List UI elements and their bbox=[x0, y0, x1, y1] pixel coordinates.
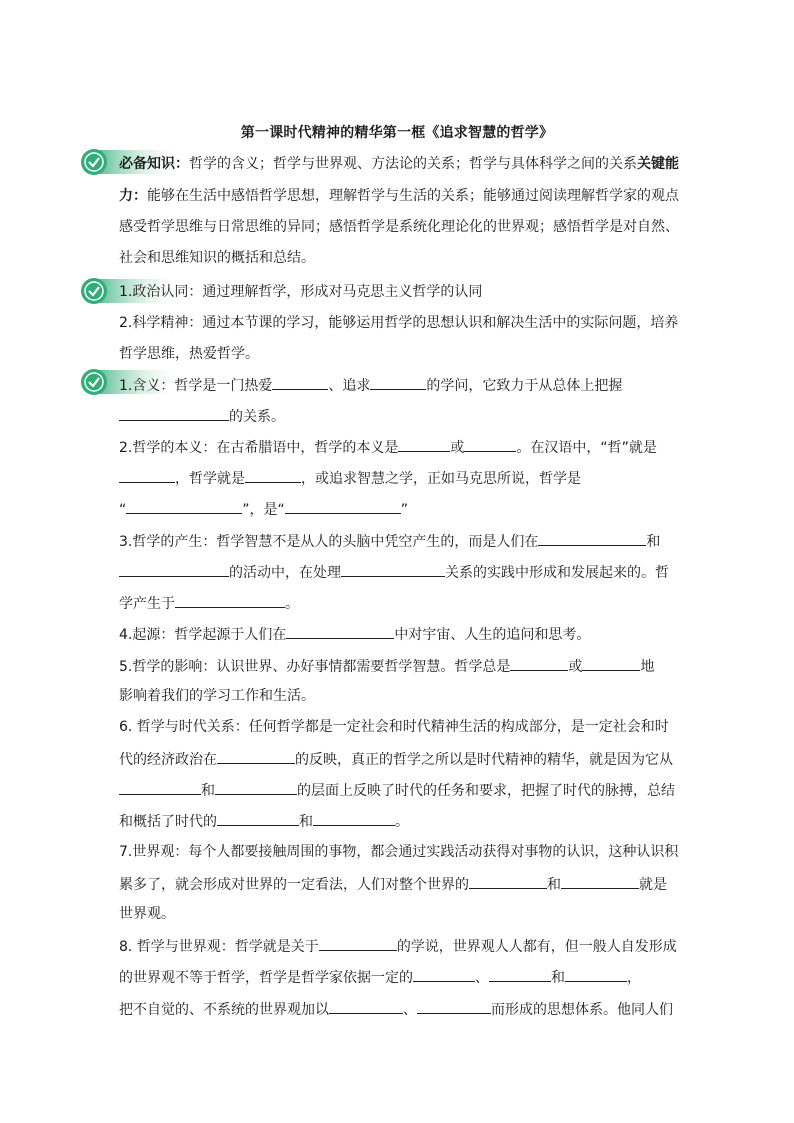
item-original-meaning-cont: ，哲学就是 ，或追求智慧之学，正如马克思所说，哲学是 bbox=[119, 468, 679, 488]
blank-field[interactable] bbox=[126, 499, 242, 514]
blank-field[interactable] bbox=[119, 562, 229, 577]
item-influence-cont: 影响着我们的学习工作和生活。 bbox=[119, 688, 315, 704]
blank-field[interactable] bbox=[489, 967, 551, 982]
blank-field[interactable] bbox=[217, 749, 295, 764]
blank-field[interactable] bbox=[565, 967, 627, 982]
item-meaning: 1.含义：哲学是一门热爱 、追求 的学问，它致力于从总体上把握 bbox=[119, 375, 679, 395]
item-meaning-cont: 的关系。 bbox=[119, 406, 679, 426]
knowledge-line-2: 力：能够在生活中感悟哲学思想，理解哲学与生活的关系；能够通过阅读理解哲学家的观点 bbox=[119, 188, 679, 204]
item-origin-production-cont: 的活动中，在处理 关系的实践中形成和发展起来的。哲 bbox=[119, 562, 679, 582]
literacy-line-1: 1.政治认同：通过理解哲学，形成对马克思主义哲学的认同 bbox=[119, 284, 483, 300]
blank-field[interactable] bbox=[413, 967, 475, 982]
blank-field[interactable] bbox=[582, 656, 640, 671]
item-original-meaning: 2.哲学的本义：在古希腊语中，哲学的本义是 或 。在汉语中，“哲”就是 bbox=[119, 437, 679, 457]
blank-field[interactable] bbox=[285, 499, 401, 514]
page-title: 第一课时代精神的精华第一框《追求智慧的哲学》 bbox=[240, 125, 554, 141]
blank-field[interactable] bbox=[538, 531, 646, 546]
blank-field[interactable] bbox=[464, 437, 516, 452]
item-origin-production: 3.哲学的产生：哲学智慧不是从人的头脑中凭空产生的，而是人们在 和 bbox=[119, 531, 679, 551]
item-worldview: 7.世界观：每个人都要接触周围的事物，都会通过实践活动获得对事物的认识，这种认识积 bbox=[119, 844, 679, 860]
blank-field[interactable] bbox=[319, 936, 397, 951]
knowledge-line-1: 必备知识：哲学的含义；哲学与世界观、方法论的关系；哲学与具体科学之间的关系关键能 bbox=[119, 156, 679, 172]
blank-field[interactable] bbox=[561, 874, 639, 889]
label-required-knowledge: 必备知识： bbox=[119, 156, 189, 172]
item-philosophy-worldview-cont2: 把不自觉的、不系统的世界观加以 、 而形成的思想体系。他同人们 bbox=[119, 999, 679, 1019]
item-influence: 5.哲学的影响：认识世界、办好事情都需要哲学智慧。哲学总是 或 地 bbox=[119, 656, 679, 676]
blank-field[interactable] bbox=[286, 624, 394, 639]
item-philosophy-worldview-cont: 的世界观不等于哲学，哲学是哲学家依据一定的 、 和 ， bbox=[119, 967, 679, 987]
blank-field[interactable] bbox=[119, 780, 201, 795]
blank-field[interactable] bbox=[175, 593, 285, 608]
blank-field[interactable] bbox=[370, 375, 426, 390]
blank-field[interactable] bbox=[245, 468, 301, 483]
item-original-meaning-cont2: “ ”，是“ ” bbox=[119, 499, 679, 519]
blank-field[interactable] bbox=[469, 874, 547, 889]
blank-field[interactable] bbox=[217, 811, 299, 826]
blank-field[interactable] bbox=[119, 468, 175, 483]
item-worldview-cont: 累多了，就会形成对世界的一定看法，人们对整个世界的 和 就是 bbox=[119, 874, 679, 894]
item-philosophy-worldview: 8. 哲学与世界观：哲学就是关于 的学说，世界观人人都有，但一般人自发形成 bbox=[119, 936, 679, 956]
literacy-line-3: 哲学思维，热爱哲学。 bbox=[119, 346, 259, 362]
blank-field[interactable] bbox=[417, 999, 491, 1014]
blank-field[interactable] bbox=[510, 656, 568, 671]
blank-field[interactable] bbox=[329, 999, 403, 1014]
blank-field[interactable] bbox=[119, 406, 229, 421]
item-origin: 4.起源：哲学起源于人们在 中对宇宙、人生的追问和思考。 bbox=[119, 624, 679, 644]
item-era: 6. 哲学与时代关系：任何哲学都是一定社会和时代精神生活的构成部分，是一定社会和时 bbox=[119, 719, 669, 735]
knowledge-line-4: 社会和思维知识的概括和总结。 bbox=[119, 250, 315, 266]
blank-field[interactable] bbox=[313, 811, 395, 826]
label-key-ability: 关键能 bbox=[637, 156, 679, 172]
literacy-line-2: 2.科学精神：通过本节课的学习，能够运用哲学的思想认识和解决生活中的实际问题，培养 bbox=[119, 315, 679, 331]
blank-field[interactable] bbox=[215, 780, 297, 795]
item-era-cont2: 和 的层面上反映了时代的任务和要求，把握了时代的脉搏，总结 bbox=[119, 780, 679, 800]
item-origin-production-cont2: 学产生于 。 bbox=[119, 593, 679, 613]
knowledge-line-3: 感受哲学思维与日常思维的异同；感悟哲学是系统化理论化的世界观；感悟哲学是对自然、 bbox=[119, 219, 679, 235]
blank-field[interactable] bbox=[272, 375, 328, 390]
item-worldview-cont2: 世界观。 bbox=[119, 906, 175, 922]
blank-field[interactable] bbox=[398, 437, 450, 452]
item-era-cont3: 和概括了时代的 和 。 bbox=[119, 811, 679, 831]
item-era-cont: 代的经济政治在 的反映，真正的哲学之所以是时代精神的精华，就是因为它从 bbox=[119, 749, 679, 769]
blank-field[interactable] bbox=[341, 562, 445, 577]
